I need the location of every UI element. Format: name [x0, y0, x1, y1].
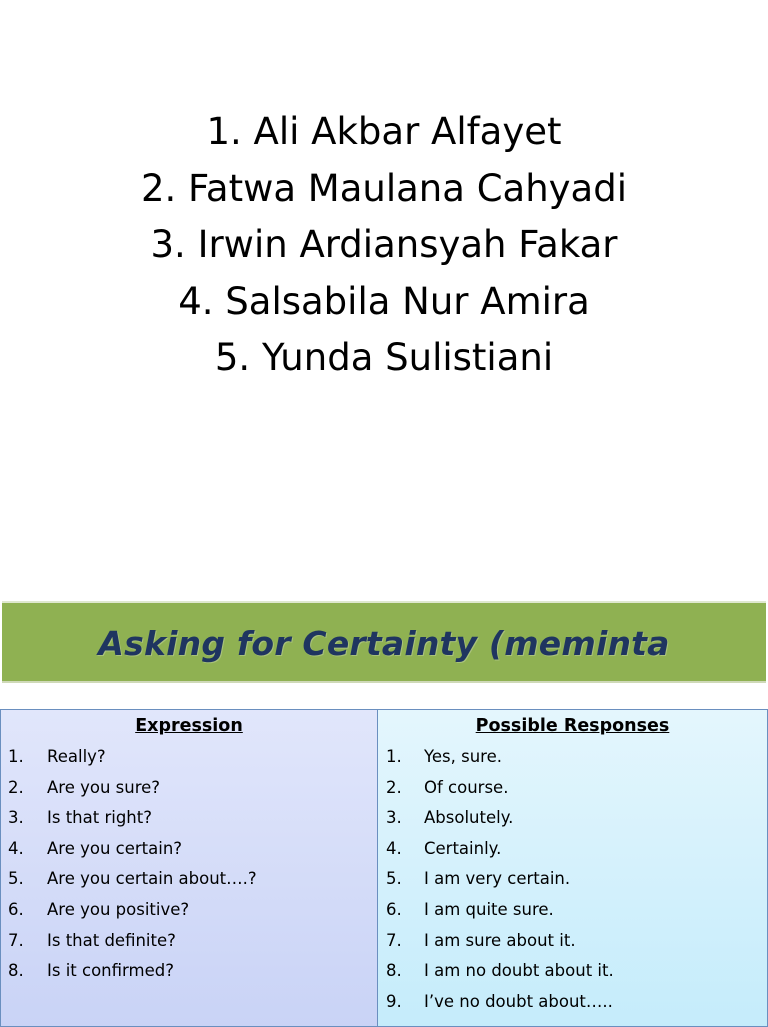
- item-number: 3.: [8, 808, 24, 828]
- item-text: I am quite sure.: [424, 899, 554, 919]
- responses-list: [378, 742, 767, 1017]
- item-text: Are you sure?: [47, 777, 161, 797]
- list-item: [378, 742, 767, 773]
- item-text: Are you certain?: [47, 838, 183, 858]
- item-number: 1.: [8, 747, 24, 766]
- member-name: 2. Fatwa Maulana Cahyadi: [140, 166, 627, 210]
- list-item: [378, 956, 767, 987]
- item-number: 8.: [386, 961, 402, 981]
- item-number: 2.: [386, 777, 402, 797]
- member-name: 3. Irwin Ardiansyah Fakar: [150, 223, 618, 266]
- item-text: Really?: [47, 747, 106, 766]
- slide-certainty: [0, 597, 768, 1024]
- list-item: [1, 803, 377, 834]
- list-item: [378, 987, 767, 1018]
- item-number: 9.: [386, 991, 402, 1011]
- list-item: [1, 742, 377, 773]
- list-item: [378, 803, 767, 834]
- item-number: 2.: [8, 777, 24, 797]
- item-number: 7.: [386, 930, 402, 950]
- list-item: [1, 773, 377, 804]
- item-number: 7.: [8, 930, 24, 950]
- responses-heading: Possible Responses: [475, 716, 670, 736]
- item-number: 4.: [8, 838, 24, 858]
- item-text: Are you positive?: [47, 899, 190, 919]
- expression-column: [0, 709, 378, 1027]
- item-number: 6.: [8, 899, 24, 919]
- list-item: [378, 895, 767, 926]
- slide-title: Asking for Certainty (meminta: [98, 624, 670, 663]
- item-number: 6.: [386, 899, 402, 919]
- item-number: 4.: [386, 838, 402, 858]
- item-text: Is that definite?: [47, 930, 176, 950]
- item-text: Are you certain about….?: [47, 869, 257, 889]
- list-item: [378, 926, 767, 957]
- expression-list: [1, 742, 377, 987]
- item-number: 5.: [8, 869, 24, 889]
- item-number: 8.: [8, 961, 24, 981]
- item-text: Is it confirmed?: [47, 961, 174, 981]
- title-banner: [2, 601, 766, 683]
- item-number: 1.: [386, 747, 402, 766]
- list-item: [1, 864, 377, 895]
- list-item: [1, 895, 377, 926]
- member-name: 5. Yunda Sulistiani: [214, 336, 554, 379]
- item-text: I am very certain.: [424, 869, 571, 889]
- item-text: I’ve no doubt about…..: [424, 991, 613, 1011]
- list-item: [1, 956, 377, 987]
- item-text: Is that right?: [47, 808, 152, 828]
- list-item: [378, 834, 767, 865]
- item-number: 5.: [386, 869, 402, 889]
- item-text: I am sure about it.: [424, 930, 576, 950]
- expression-heading: Expression: [135, 716, 243, 736]
- list-item: [1, 834, 377, 865]
- item-text: Yes, sure.: [424, 747, 502, 766]
- list-item: [378, 864, 767, 895]
- item-text: Certainly.: [424, 838, 502, 858]
- member-name: 4. Salsabila Nur Amira: [178, 279, 590, 323]
- list-item: [1, 926, 377, 957]
- member-name: 1. Ali Akbar Alfayet: [206, 110, 562, 153]
- item-text: Absolutely.: [424, 808, 514, 828]
- responses-column: [377, 709, 768, 1027]
- item-text: I am no doubt about it.: [424, 961, 614, 981]
- list-item: [378, 773, 767, 804]
- member-list: [0, 104, 768, 387]
- item-number: 3.: [386, 808, 402, 828]
- item-text: Of course.: [424, 777, 509, 797]
